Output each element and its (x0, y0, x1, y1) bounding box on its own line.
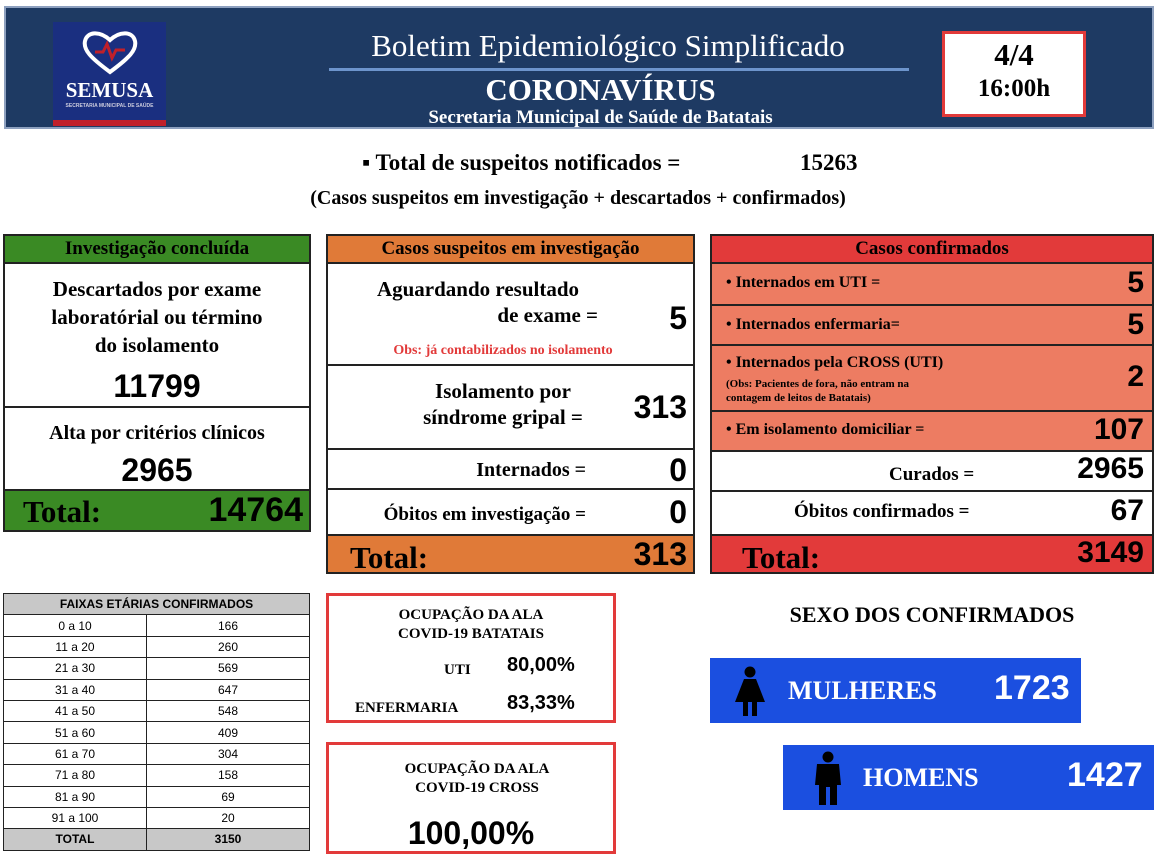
sex-title: SEXO DOS CONFIRMADOS (789, 602, 1075, 627)
age-range-cell: 11 a 20 (4, 636, 147, 657)
occupancy-batatais-title (329, 606, 613, 644)
isolation-line: síndrome gripal = (423, 405, 583, 429)
concluded-total (5, 489, 309, 530)
awaiting-obs: Obs: já contabilizados no isolamento (393, 343, 613, 358)
bulletin-department: Secretaria Municipal de Saúde de Batatais (428, 107, 773, 128)
men-label: HOMENS (863, 763, 979, 792)
occupancy-batatais-box (326, 593, 616, 723)
investigation-panel (326, 234, 695, 574)
age-count-cell: 260 (147, 636, 310, 657)
confirmed-panel (710, 234, 1154, 574)
home-isolation-value: 107 (1093, 413, 1144, 446)
isolation-value: 313 (633, 389, 687, 425)
deaths-investigation-value: 0 (669, 494, 687, 530)
occupancy-title-line: COVID-19 BATATAIS (398, 626, 544, 642)
isolation-label (363, 378, 643, 430)
occupancy-ward-value: 83,33% (507, 692, 575, 714)
total-label: Total: (23, 494, 102, 529)
awaiting-line: de exame = (497, 303, 598, 327)
cured-value: 2965 (1077, 452, 1144, 485)
age-table-row (4, 722, 310, 743)
clinical-discharge-value: 2965 (121, 452, 193, 488)
occupancy-uti-label: UTI (444, 662, 471, 678)
clinical-discharge-label: Alta por critérios clínicos (49, 422, 265, 444)
age-table-row (4, 679, 310, 700)
age-range-cell: 21 a 30 (4, 658, 147, 679)
occupancy-uti-value: 80,00% (507, 654, 575, 676)
age-table-header: FAIXAS ETÁRIAS CONFIRMADOS (4, 594, 310, 615)
men-bar (783, 745, 1154, 810)
age-count-cell: 548 (147, 700, 310, 721)
deaths-investigation-label: Óbitos em investigação = (383, 504, 586, 525)
age-table-row (4, 807, 310, 828)
occupancy-ward-label: ENFERMARIA (355, 700, 459, 716)
age-range-cell: 61 a 70 (4, 743, 147, 764)
age-total-label: TOTAL (4, 829, 147, 850)
cured-label: Curados = (889, 464, 975, 485)
title-divider (329, 68, 909, 71)
total-value: 313 (633, 536, 687, 572)
cross-obs-line: contagem de leitos de Batatais) (726, 392, 871, 404)
bulletin-subtitle: CORONAVÍRUS (485, 72, 716, 107)
hospitalized-value: 0 (669, 452, 687, 488)
bulletin-time: 16:00h (977, 75, 1051, 102)
ward-value: 5 (1127, 308, 1144, 341)
occupancy-title-line: COVID-19 CROSS (415, 780, 539, 796)
age-table-row (4, 743, 310, 764)
age-count-cell: 69 (147, 786, 310, 807)
suspects-label: ▪ Total de suspeitos notificados = (362, 150, 681, 175)
female-figure-icon (732, 666, 768, 716)
age-table-row (4, 700, 310, 721)
confirmed-header: Casos confirmados (712, 236, 1152, 264)
discarded-desc-line: do isolamento (94, 333, 220, 357)
awaiting-label (328, 276, 628, 328)
age-table-total-row (4, 829, 310, 850)
awaiting-line: Aguardando resultado (376, 277, 580, 301)
ward-label: • Internados enfermaria= (726, 316, 900, 333)
cured-row (712, 452, 1152, 492)
total-value: 3149 (1077, 536, 1144, 569)
discarded-desc-line: Descartados por exame (52, 277, 262, 301)
hospitalized-label: Internados = (476, 459, 586, 481)
total-label: Total: (350, 540, 429, 575)
age-count-cell: 647 (147, 679, 310, 700)
age-range-cell: 71 a 80 (4, 765, 147, 786)
cross-row (712, 346, 1152, 412)
age-range-cell: 81 a 90 (4, 786, 147, 807)
women-bar (710, 658, 1081, 723)
semusa-logo (53, 22, 166, 126)
occupancy-cross-box (326, 742, 616, 854)
men-value: 1427 (1067, 756, 1143, 794)
suspects-note: (Casos suspeitos em investigação + descartados + confirmados) (310, 187, 846, 209)
age-table-row (4, 615, 310, 636)
discarded-description (5, 275, 309, 359)
home-isolation-row (712, 412, 1152, 452)
age-range-table (3, 593, 310, 851)
age-table-body (4, 615, 310, 829)
age-range-cell: 51 a 60 (4, 722, 147, 743)
date-box (942, 31, 1086, 117)
concluded-panel (3, 234, 311, 532)
age-count-cell: 158 (147, 765, 310, 786)
logo-subtext: SECRETARIA MUNICIPAL DE SAÚDE (65, 103, 154, 109)
uti-row (712, 264, 1152, 306)
occupancy-title-line: OCUPAÇÃO DA ALA (398, 607, 544, 623)
occupancy-cross-value: 100,00% (407, 815, 535, 851)
cross-label: • Internados pela CROSS (UTI) (726, 354, 944, 371)
age-table-row (4, 658, 310, 679)
occupancy-cross-title (329, 760, 625, 798)
investigation-header: Casos suspeitos em investigação (328, 236, 693, 264)
age-count-cell: 304 (147, 743, 310, 764)
age-range-cell: 31 a 40 (4, 679, 147, 700)
discarded-desc-line: laboratórial ou término (51, 305, 263, 329)
women-label: MULHERES (788, 676, 937, 705)
uti-label: • Internados em UTI = (726, 274, 881, 291)
confirmed-deaths-label: Óbitos confirmados = (794, 501, 970, 522)
confirmed-deaths-value: 67 (1110, 494, 1144, 527)
uti-value: 5 (1127, 266, 1144, 299)
cross-obs-line: (Obs: Pacientes de fora, não entram na (726, 378, 910, 390)
age-range-cell: 41 a 50 (4, 700, 147, 721)
total-label: Total: (742, 540, 821, 575)
age-table-row (4, 765, 310, 786)
age-count-cell: 166 (147, 615, 310, 636)
age-table-row (4, 786, 310, 807)
age-count-cell: 569 (147, 658, 310, 679)
cross-value: 2 (1127, 360, 1144, 393)
occupancy-title-line: OCUPAÇÃO DA ALA (404, 761, 550, 777)
bulletin-date: 4/4 (994, 37, 1034, 72)
age-range-cell: 91 a 100 (4, 807, 147, 828)
male-figure-icon (811, 751, 845, 805)
investigation-total (328, 534, 693, 575)
awaiting-value: 5 (669, 300, 687, 336)
age-count-cell: 409 (147, 722, 310, 743)
discarded-value: 11799 (113, 368, 201, 404)
logo-text: SEMUSA (65, 78, 154, 102)
age-count-cell: 20 (147, 807, 310, 828)
bulletin-title: Boletim Epidemiológico Simplificado (371, 28, 845, 63)
suspects-value: 15263 (800, 150, 858, 175)
age-range-cell: 0 a 10 (4, 615, 147, 636)
age-total-value: 3150 (147, 829, 310, 850)
women-value: 1723 (994, 669, 1070, 707)
ward-row (712, 306, 1152, 346)
divider (5, 406, 309, 408)
header-banner (4, 6, 1154, 129)
concluded-header: Investigação concluída (5, 236, 309, 264)
age-table-row (4, 636, 310, 657)
home-isolation-label: • Em isolamento domiciliar = (726, 421, 925, 438)
heart-logo-icon (81, 28, 139, 76)
confirmed-total (712, 534, 1152, 575)
total-value: 14764 (208, 491, 303, 529)
isolation-line: Isolamento por (435, 379, 571, 403)
cross-obs (726, 377, 909, 405)
